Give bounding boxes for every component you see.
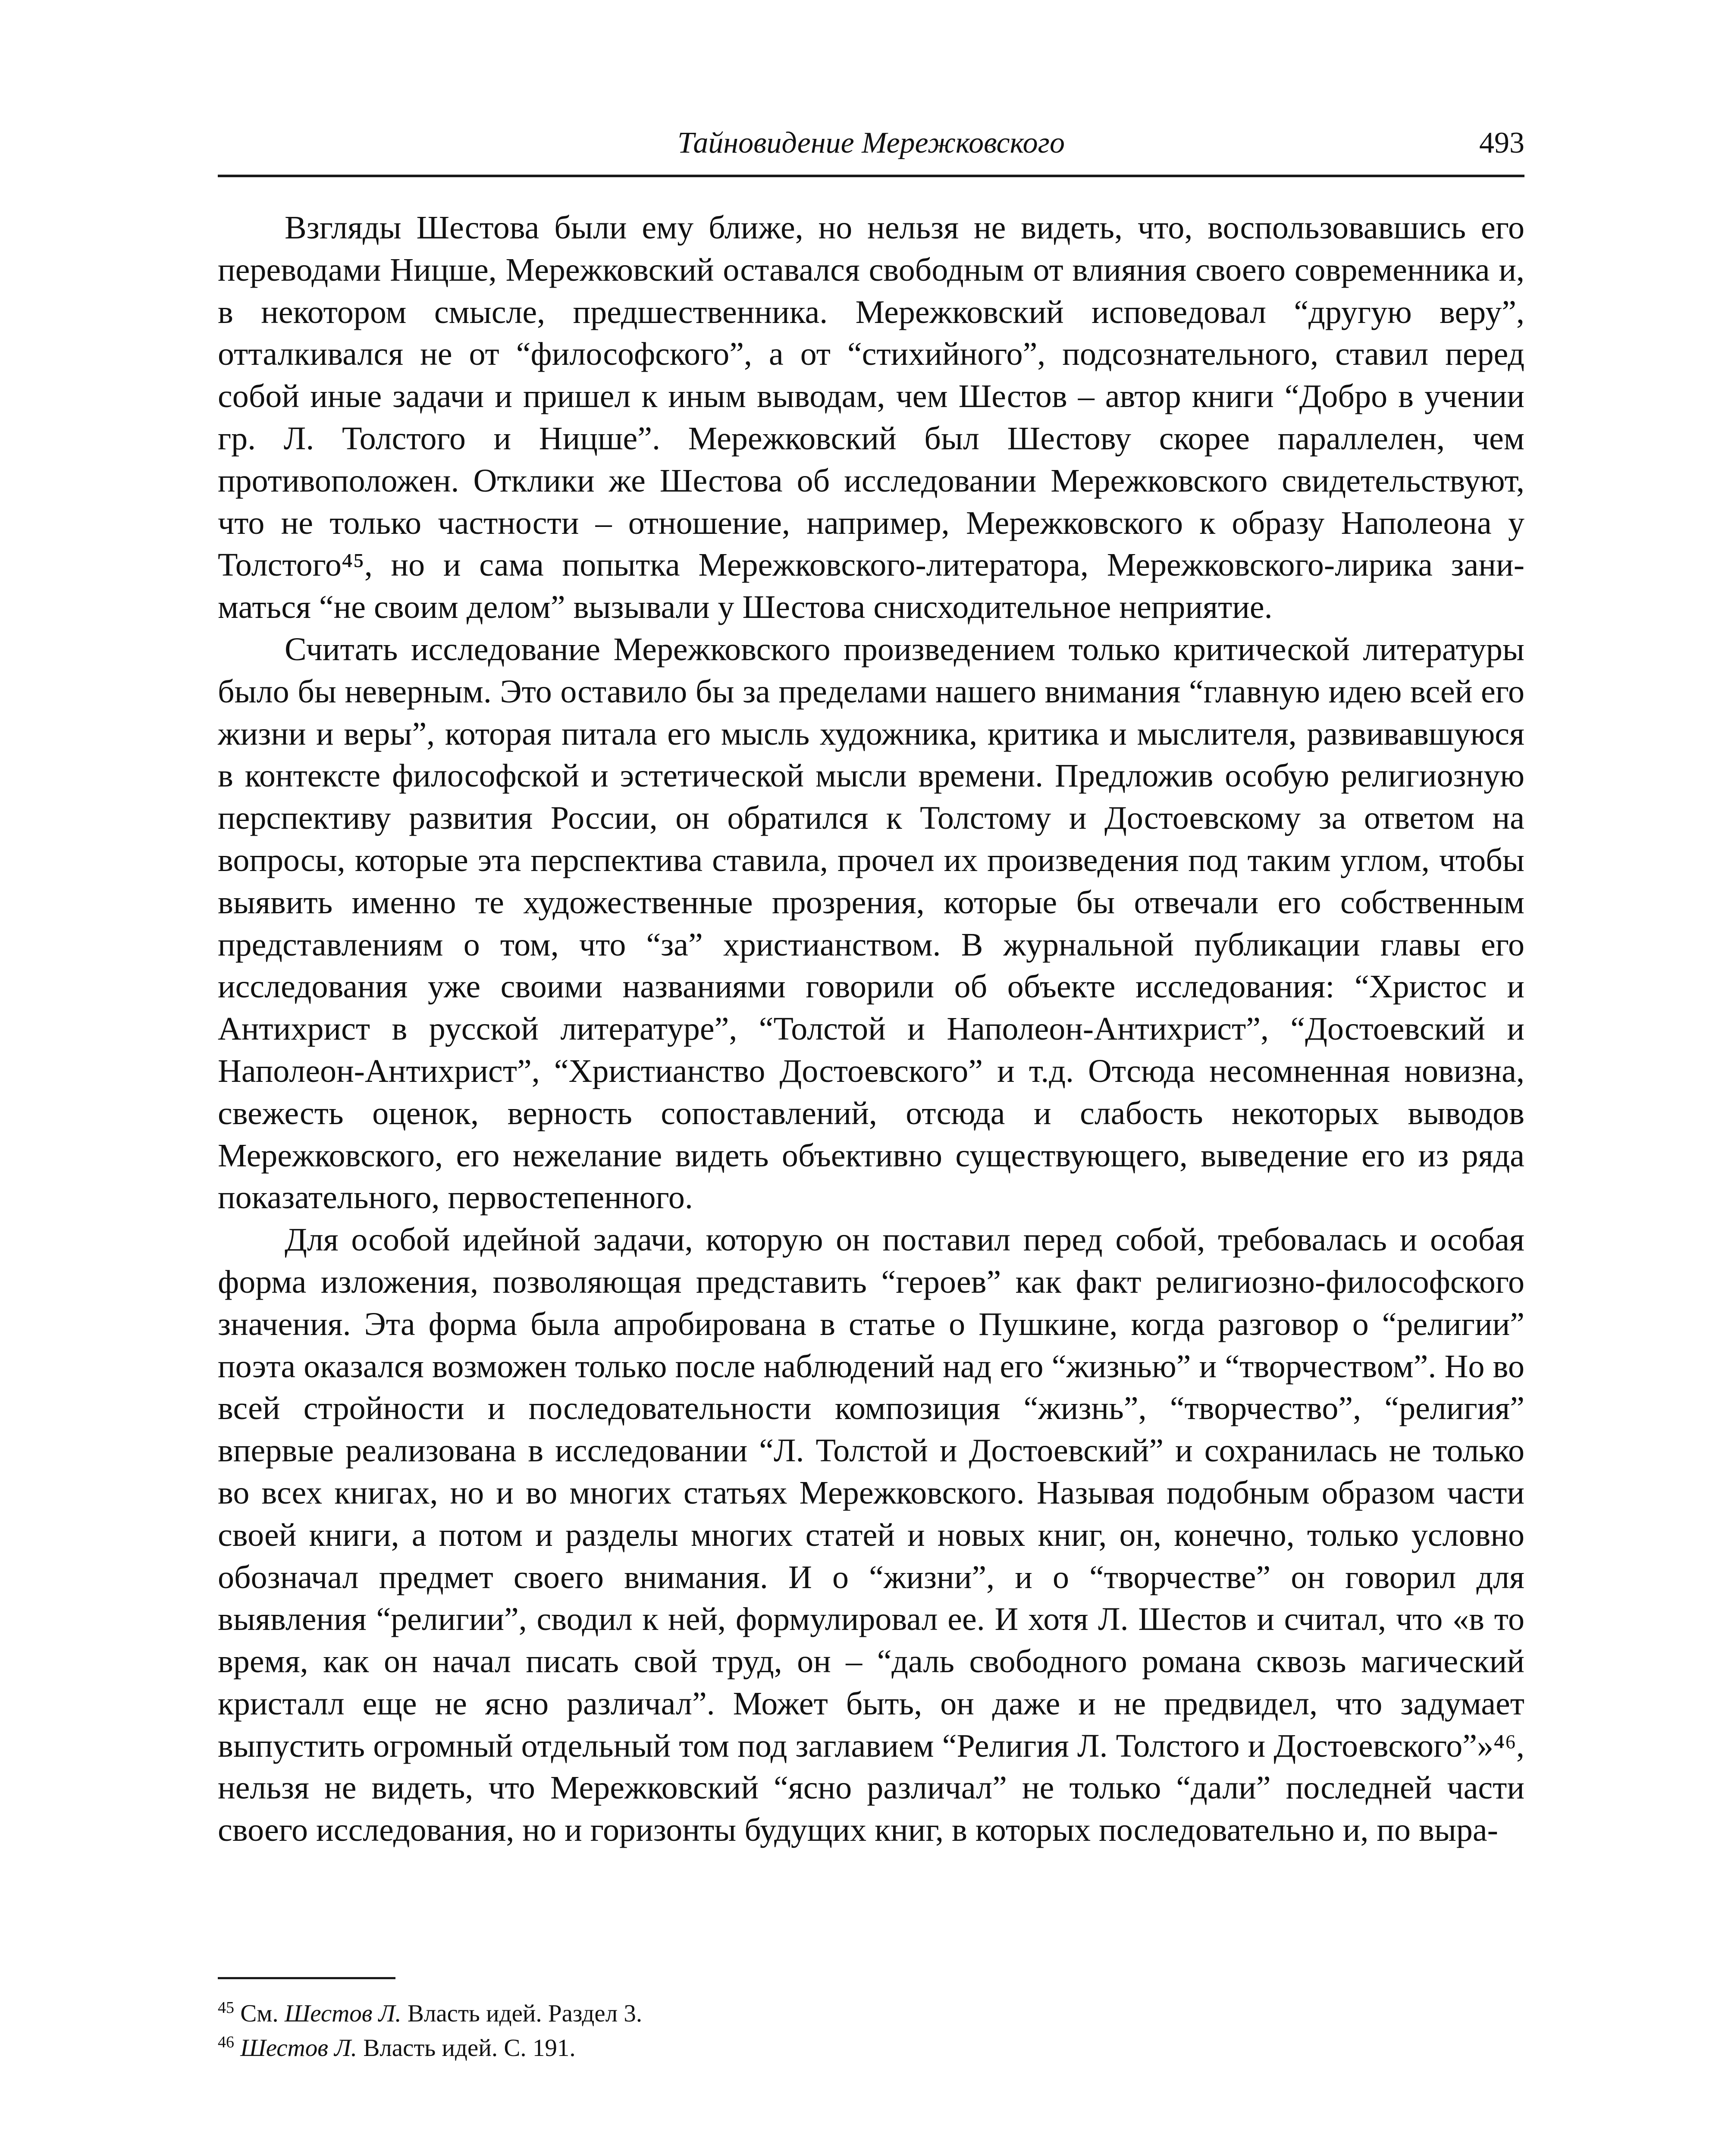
footnote-46 — [218, 2031, 1524, 2065]
paragraph-3: Для особой идейной задачи, которую он поставил перед собой, требовалась и особая форма изложения, позволяющая представить “героев” как факт религиозно-философского значения. Эта форма была апробирована в статье о Пушкине, когда разговор о “религии” поэта оказался возможен только после наблюдений над его “жизнью” и “творчеством”. Но во всей стройности и последовательности композиция “жизнь”, “творчество”, “религия” впервые реализована в исследовании “Л. Толстой и Достоевский” и сохранилась не только во всех книгах, но и во многих статьях Мережковского. Называя подобным образом части своей книги, а потом и разделы многих статей и новых книг, он, конечно, только условно обозначал предмет своего внимания. И о “жизни”, и о “творчестве” он говорил для выявления “религии”, сводил к ней, формулировал ее. И хотя Л. Шестов и считал, что «в то время, как он начал писать свой труд, он – “даль свободного романа сквозь магический кристалл еще не ясно различал”. Может быть, он даже и не предвидел, что задумает выпустить огромный отдельный том под заглавием “Религия Л. Толстого и Достоевского”»⁴⁶, нельзя не видеть, что Мережковский “ясно различал” не только “дали” последней части своего исследования, но и горизонты будущих книг, в которых последовательно и, по выра- — [218, 1222, 1524, 1849]
paragraph-2: Считать исследование Мережковского произведением только критической литературы было бы неверным. Это оставило бы за пределами нашего внимания “главную идею всей его жизни и веры”, которая питала его мысль художника, критика и мыслителя, развивавшуюся в контексте философской и эстетической мысли времени. Предложив особую религиозную перспективу развития России, он обратился к Толстому и Достоевскому за ответом на вопросы, которые эта перспектива ставила, прочел их произведения под таким углом, чтобы выявить именно те художественные прозрения, которые бы отвечали его собственным представлениям о том, что “за” христианством. В журнальной публикации главы его исследования уже своими названиями говорили об объекте исследования: “Христос и Антихрист в русской литературе”, “Толстой и Наполеон-Антихрист”, “Достоевский и Наполеон-Антихрист”, “Христианство Достоевского” и т.д. Отсюда несомненная новизна, свежесть оценок, верность сопоставлений, отсюда и слабость некоторых выводов Мережковского, его нежелание видеть объективно существующего, выведение его из ряда показательного, первостепенного. — [218, 631, 1524, 1216]
footnote-prefix: См. — [240, 2000, 285, 2027]
running-header — [218, 114, 1524, 177]
footnote-text: Власть идей. Раздел 3. — [401, 2000, 643, 2027]
running-title: Тайновидение Мережковского — [677, 126, 1065, 160]
footnote-mark: 45 — [218, 1999, 234, 2017]
footnote-text: Власть идей. С. 191. — [357, 2034, 576, 2062]
footnotes — [218, 1996, 1524, 2065]
page-number: 493 — [1479, 126, 1524, 160]
footnote-mark: 46 — [218, 2033, 234, 2051]
footnote-author: Шестов Л. — [284, 2000, 401, 2027]
paragraph-1: Взгляды Шестова были ему ближе, но нельзя не видеть, что, воспользовавшись его переводами Ницше, Мережковский оставался свободным от влияния своего современника и, в некотором смысле, предшественника. Мережковский исповедовал “другую веру”, отталкивался не от “философского”, а от “стихийного”, подсознательного, ставил перед собой иные задачи и пришел к иным выводам, чем Шестов – автор книги “Добро в учении гр. Л. Толстого и Ницше”. Мережковский был Шестову скорее параллелен, чем противоположен. Отклики же Шестова об исследовании Мережковского свидетельствуют, что не только частности – отношение, например, Мережковского к образу Наполеона у Толстого⁴⁵, но и сама попытка Мережковского-литератора, Мережковского-лирика заниматься “не своим делом” вызывали у Шестова снисходительное неприятие. — [218, 210, 1524, 626]
footnote-45 — [218, 1996, 1524, 2031]
footnote-divider — [218, 1977, 395, 1979]
body-text — [218, 207, 1524, 1852]
footnote-author: Шестов Л. — [240, 2034, 358, 2062]
